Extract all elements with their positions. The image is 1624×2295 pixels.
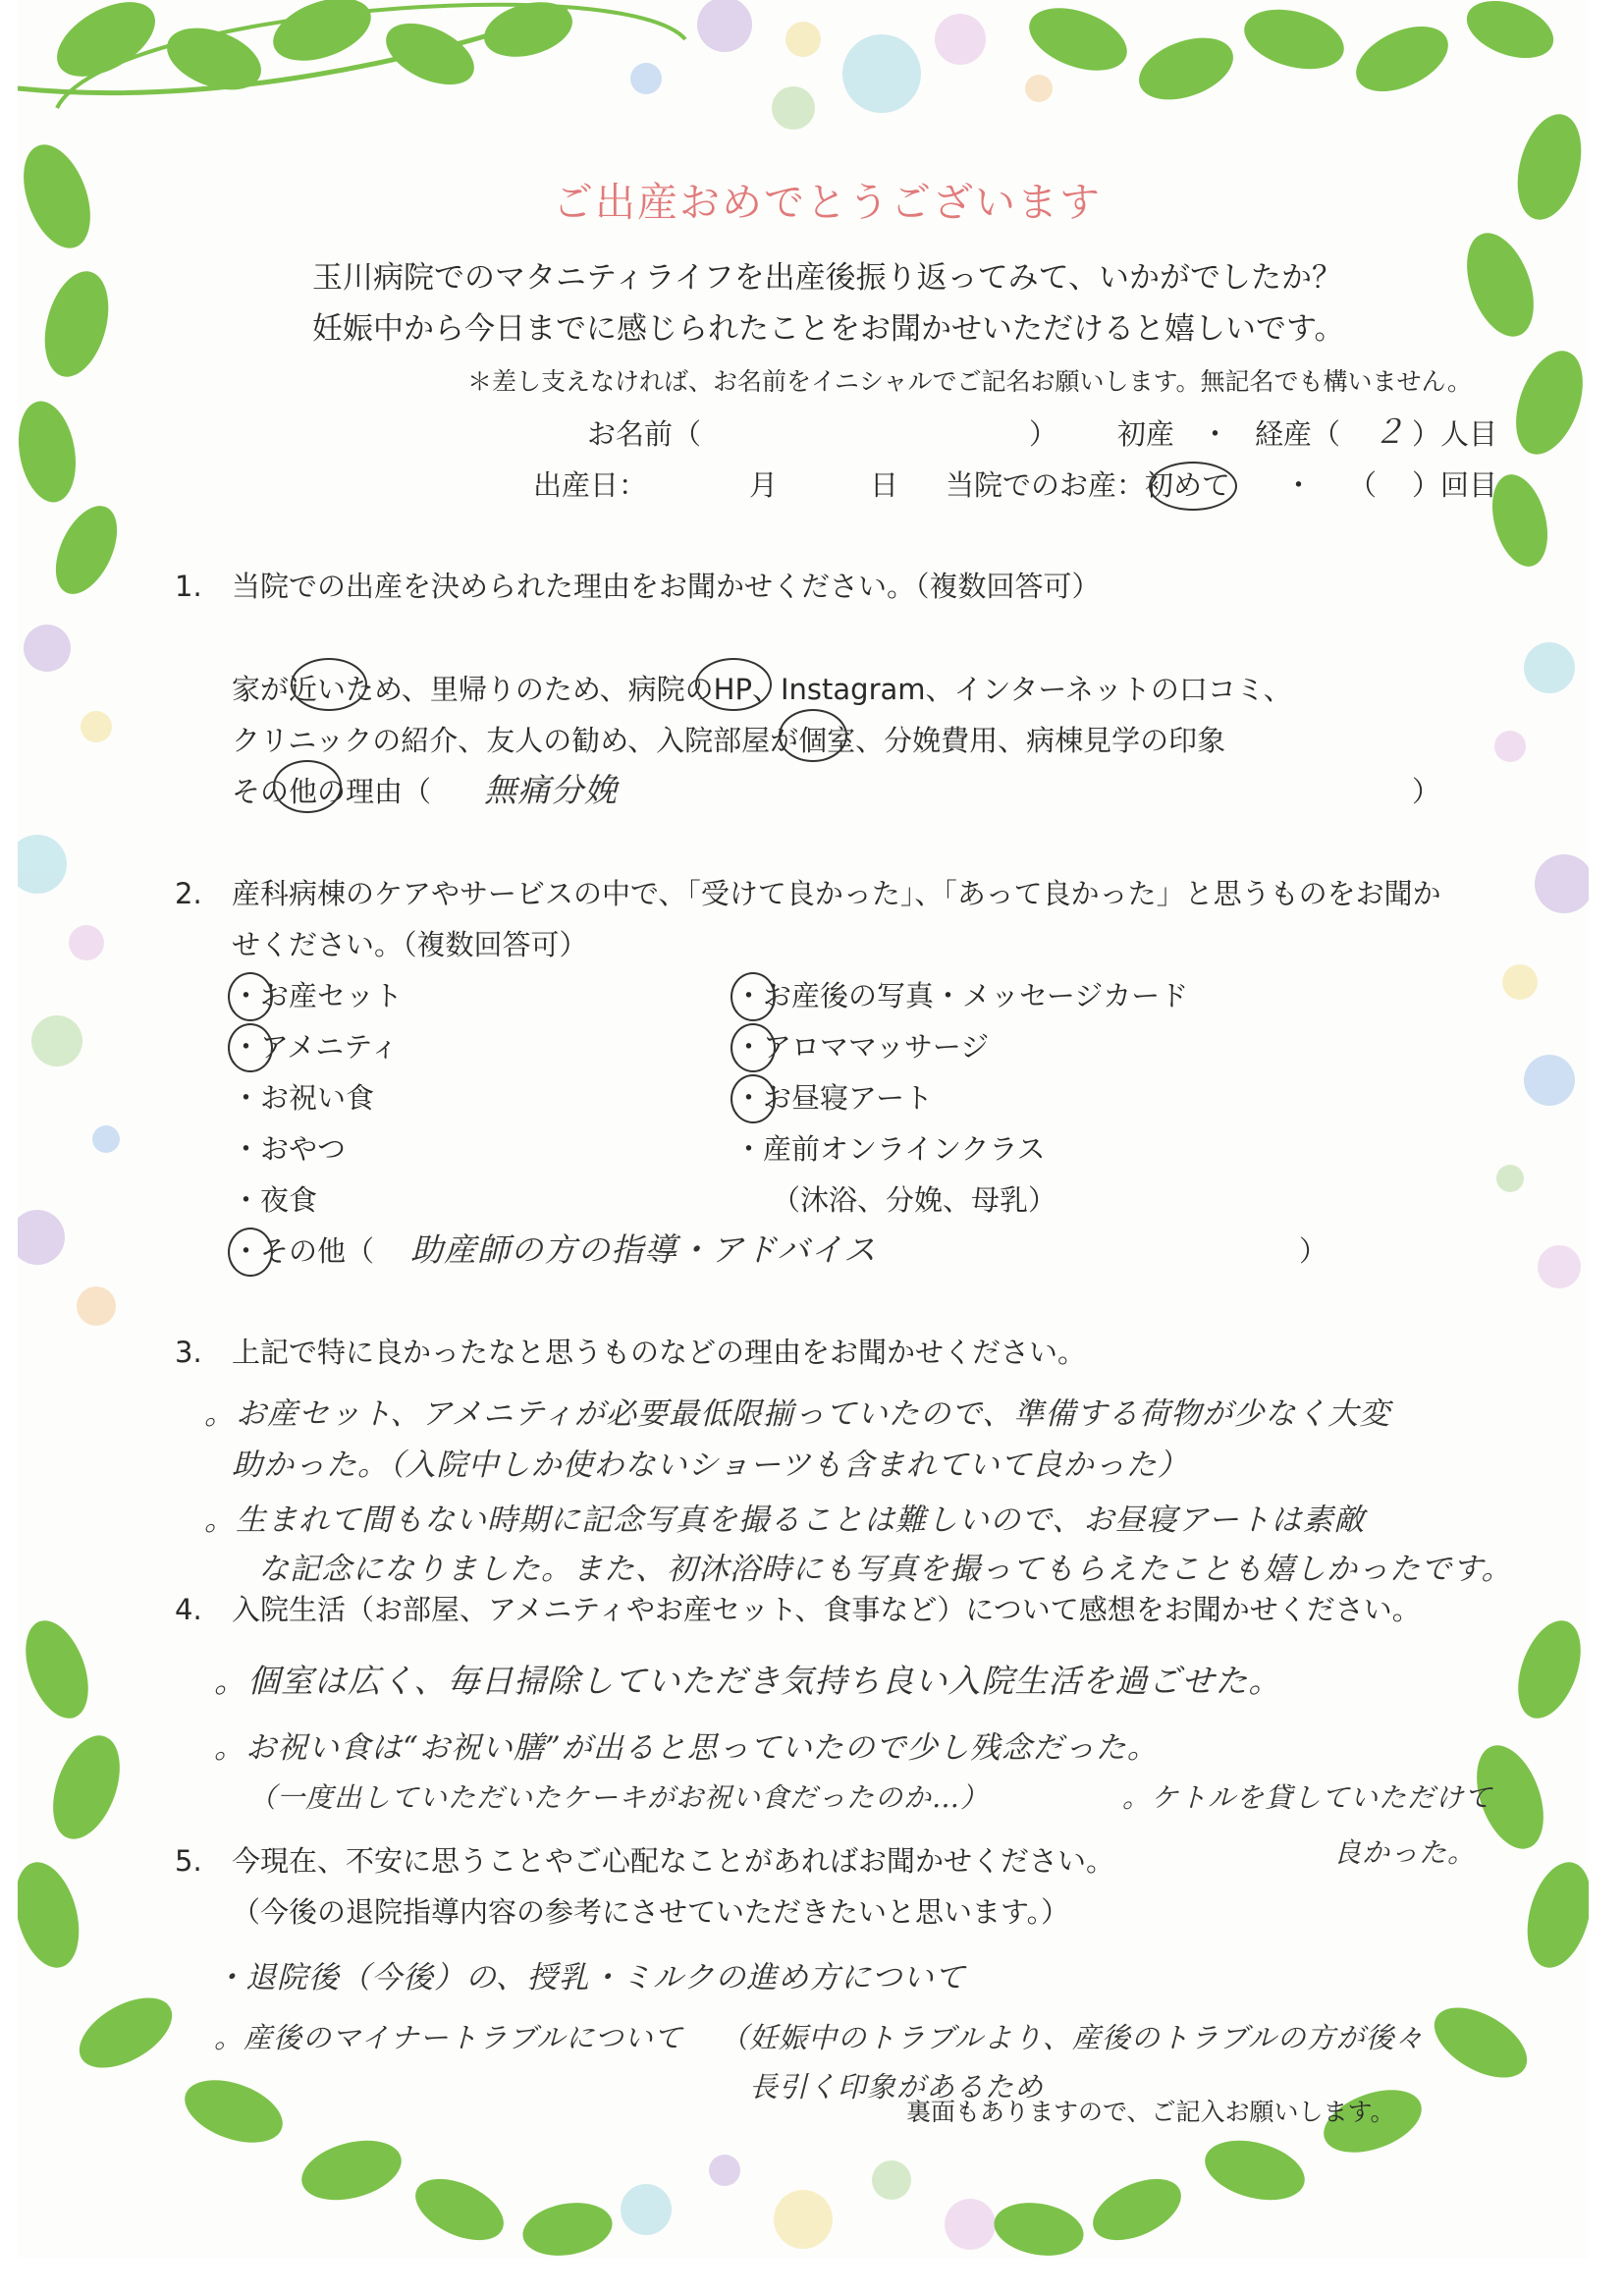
q1-circle-hp [695,658,772,711]
q2-online-class-subtopics: （沐浴、分娩、母乳） [772,1183,1057,1217]
q2-question-line-1: 産科病棟のケアやサービスの中で、「受けて良かった」、「あって良かった」と思うものをお聞か [232,877,1441,910]
multi-birth-count: ２ [1373,412,1406,451]
day-label: 日 [870,468,899,502]
q2-circle-amenity [228,1023,273,1072]
q2-option-celebration-meal: ・お祝い食 [232,1081,375,1115]
q2-option-amenity: ・アメニティ [232,1030,399,1064]
q5-question: 今現在、不安に思うことやご心配なことがあればお聞かせください。 [232,1844,1115,1878]
option-separator: ・ [1201,417,1230,451]
q2-option-birth-set: ・お産セット [232,979,404,1012]
option-separator-2: ・ [1284,468,1314,502]
q5-answer-line-2: 。産後のマイナートラブルについて [214,2021,683,2054]
q2-other-close: ） [1299,1234,1328,1268]
q5-answer-line-3: （妊娠中のトラブルより、産後のトラブルの方が後々 [720,2021,1425,2054]
q2-option-aroma-massage: ・アロママッサージ [734,1030,990,1064]
q1-question: 当院での出産を決められた理由をお聞かせください。（複数回答可） [232,570,1101,603]
q2-option-night-meal: ・夜食 [232,1183,318,1217]
q2-option-other-label: ・その他（ [232,1234,375,1268]
q4-number: 4. [175,1593,202,1626]
multi-birth-option: 経産（ [1255,417,1341,451]
q5-answer-line-1: ・退院後（今後）の、授乳・ミルクの進め方について [214,1960,966,1995]
first-time-circle-mark [1149,462,1237,511]
q2-other-answer: 助産師の方の指導・アドバイス [410,1230,878,1269]
q4-answer-line-5: 良かった。 [1333,1836,1477,1869]
q3-answer-line-1: 。お産セット、アメニティが必要最低限揃っていたので、準備する荷物が少なく大変 [204,1396,1391,1432]
q3-question: 上記で特に良かったなと思うものなどの理由をお聞かせください。 [232,1336,1087,1369]
birth-date-label: 出産日： [533,468,648,502]
initials-note: ＊差し支えなければ、お名前をイニシャルでご記名お願いします。無記名でも構いません。 [467,367,1473,396]
survey-sheet [18,0,1589,2259]
q1-circle-other [273,760,342,813]
q3-number: 3. [175,1336,202,1369]
q2-circle-photo-card [731,972,776,1021]
month-label: 月 [749,468,779,502]
q1-circle-private-room [779,709,847,762]
q5-subtext: （今後の退院指導内容の参考にさせていただきたいと思います。） [232,1895,1070,1929]
q5-number: 5. [175,1844,202,1878]
q1-options-line-1: 家が近いため、里帰りのため、病院のHP、Instagram、インターネットの口コミ、 [232,673,1292,706]
intro-line-1: 玉川病院でのマタニティライフを出産後振り返ってみて、いかがでしたか？ [312,260,1343,296]
q2-circle-nap-art [731,1074,776,1123]
hospital-birth-label: 当院でのお産：初めて [946,468,1231,502]
q1-other-close: ） [1412,775,1441,808]
q4-answer-line-4: 。ケトルを貸していただけて [1122,1781,1493,1814]
q5-answer-line-4: 長引く印象があるため [749,2070,1045,2104]
q1-number: 1. [175,570,202,603]
q3-answer-line-3: 。生まれて間もない時期に記念写真を撮ることは難しいので、お昼寝アートは素敵 [204,1503,1366,1538]
q2-circle-birth-set [228,972,273,1021]
q1-other-answer: 無痛分娩 [484,771,618,809]
q2-circle-other [228,1228,273,1277]
multi-birth-suffix: ）人目 [1412,417,1498,451]
times-open: （ [1348,468,1378,502]
q4-answer-line-3: （一度出していただいたケーキがお祝い食だったのか…） [248,1781,990,1814]
q2-circle-aroma-massage [731,1023,776,1072]
q1-other-label: その他の理由（ [232,775,432,808]
q3-answer-line-4: な記念になりました。また、初沐浴時にも写真を撮ってもらえたことも嬉しかったです。 [258,1552,1513,1587]
first-birth-option: 初産 [1117,417,1175,451]
q4-answer-line-1: 。個室は広く、毎日掃除していただき気持ち良い入院生活を過ごせた。 [214,1662,1282,1700]
q2-option-photo-card: ・お産後の写真・メッセージカード [734,979,1189,1012]
name-label: お名前（ [587,417,702,451]
back-side-note: 裏面もありますので、ご記入お願いします。 [906,2098,1395,2126]
q1-circle-near-home [291,658,367,711]
times-close: ）回目 [1412,468,1498,502]
q3-answer-line-2: 助かった。（入院中しか使わないショーツも含まれていて良かった） [232,1448,1189,1483]
q1-options-line-2: クリニックの紹介、友人の勧め、入院部屋が個室、分娩費用、病棟見学の印象 [232,724,1226,757]
q4-question: 入院生活（お部屋、アメニティやお産セット、食事など）について感想をお聞かせください。 [232,1593,1421,1626]
q4-answer-line-2: 。お祝い食は“お祝い膳”が出ると思っていたので少し残念だった。 [214,1730,1159,1766]
q2-option-snack: ・おやつ [232,1132,347,1166]
q2-number: 2. [175,877,202,910]
name-close: ） [1029,417,1058,451]
intro-line-2: 妊娠中から今日までに感じられたことをお聞かせいただけると嬉しいです。 [312,311,1345,347]
page-title: ご出産おめでとうございます [553,179,1102,226]
q2-option-online-class: ・産前オンラインクラス [734,1132,1046,1166]
q2-option-nap-art: ・お昼寝アート [734,1081,934,1115]
q2-question-line-2: せください。（複数回答可） [232,928,588,961]
